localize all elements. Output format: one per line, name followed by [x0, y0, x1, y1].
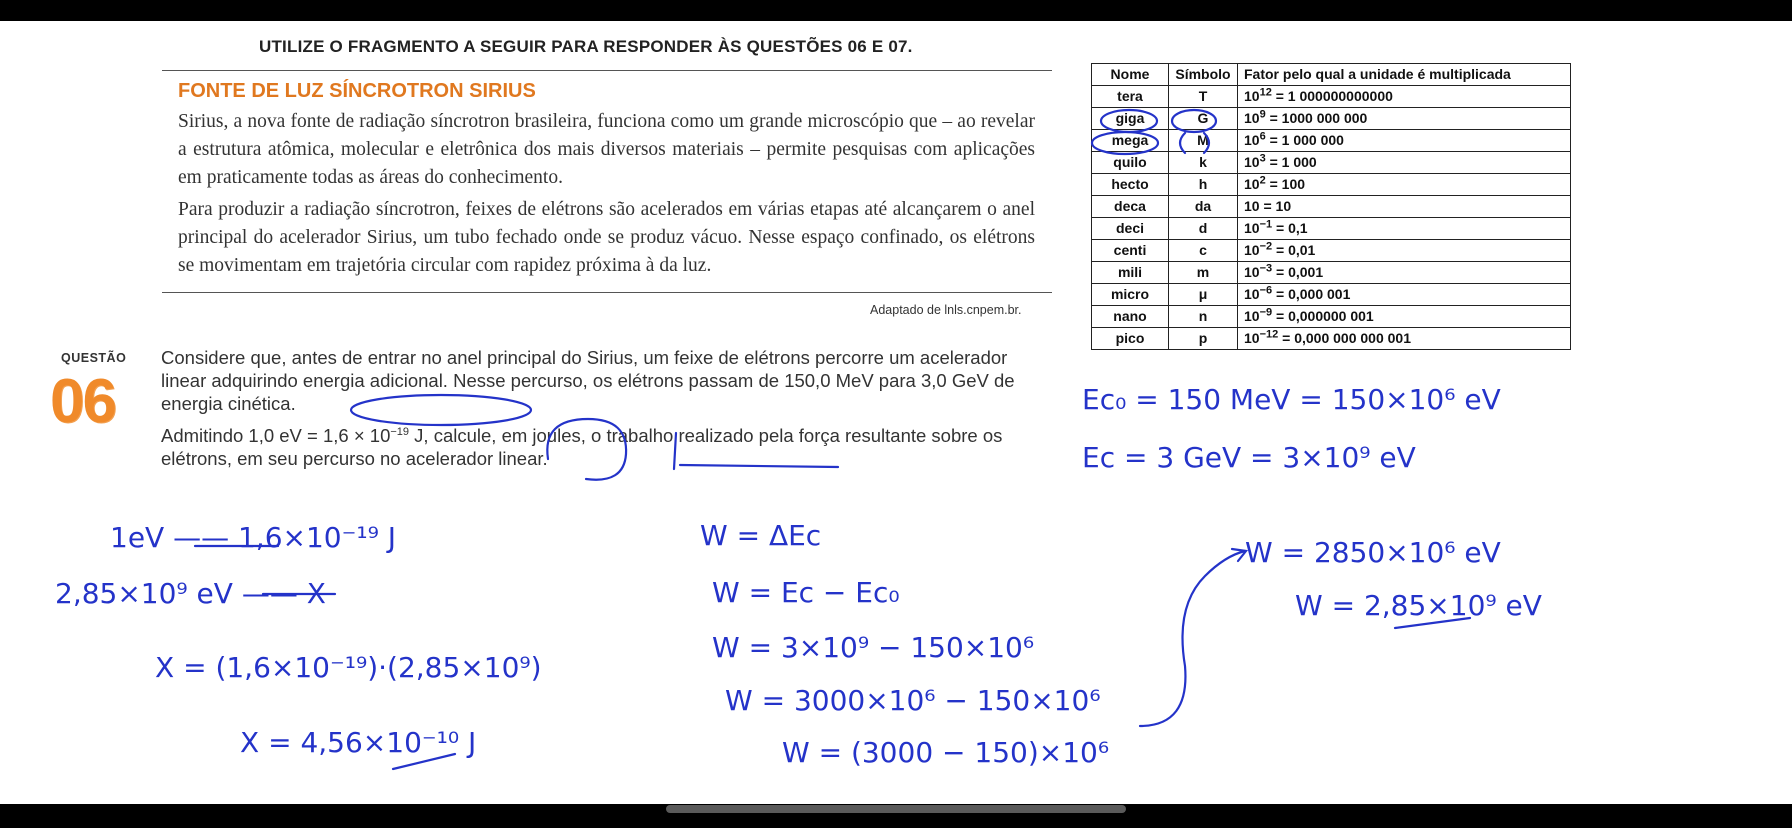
arrow-curve: [1140, 551, 1245, 726]
factor-base: 10: [1244, 154, 1260, 170]
hw-w4: W = 3000×10⁶ − 150×10⁶: [725, 684, 1101, 717]
hw-rule-line-1: [110, 521, 396, 554]
factor-base: 10: [1244, 242, 1260, 258]
prefix-name: deca: [1092, 196, 1169, 218]
prefix-symbol: m: [1169, 262, 1238, 284]
factor-base: 10: [1244, 330, 1260, 346]
factor-base: 10: [1244, 220, 1260, 236]
mark-trabalho: [674, 433, 676, 469]
home-indicator[interactable]: [666, 805, 1126, 813]
question-p2-start: Admitindo 1,0 eV = 1,6 × 10: [161, 425, 391, 446]
factor-base: 10: [1244, 88, 1260, 104]
prefix-name: nano: [1092, 306, 1169, 328]
factor-exponent: −6: [1259, 284, 1273, 297]
factor-value: = 0,000 001: [1272, 286, 1351, 302]
prefix-name: quilo: [1092, 152, 1169, 174]
prefix-symbol: d: [1169, 218, 1238, 240]
prefix-name: pico: [1092, 328, 1169, 350]
factor-value: = 0,000000 001: [1272, 308, 1374, 324]
circle-giga: [1101, 110, 1157, 132]
circle-energia-cinetica: [351, 395, 531, 425]
factor-base: 10: [1244, 308, 1260, 324]
prefix-symbol: M: [1169, 130, 1238, 152]
instruction-heading: UTILIZE O FRAGMENTO A SEGUIR PARA RESPONDER ÀS QUESTÕES 06 E 07.: [259, 37, 913, 56]
hw-x-result: X = 4,56×10⁻¹⁰ J: [240, 726, 477, 759]
factor-exponent: 2: [1259, 174, 1266, 187]
hw-w1: W = ΔEc: [700, 519, 822, 552]
question-p2-exponent: −19: [390, 425, 410, 438]
question-paragraph-1: Considere que, antes de entrar no anel principal do Sirius, um feixe de elétrons percorre um acelerador linear adquirindo energia adicional. Nesse percurso, os elétrons passam de 150,0 MeV para 3,0 GeV de energia cinética.: [161, 347, 1015, 414]
hw-rule-line-2: 2,85×10⁹ eV —— X: [55, 577, 326, 610]
prefix-symbol: μ: [1169, 284, 1238, 306]
article-source: Adaptado de lnls.cnpem.br.: [870, 303, 1022, 317]
factor-base: 10: [1244, 110, 1260, 126]
hw-w3: W = 3×10⁹ − 150×10⁶: [712, 631, 1035, 664]
factor-exponent: −1: [1259, 218, 1273, 231]
bracket-M: [1180, 133, 1209, 153]
factor-base: 10: [1244, 176, 1260, 192]
factor-value: = 0,001: [1272, 264, 1324, 280]
prefix-name: centi: [1092, 240, 1169, 262]
hw-rule-1: 1eV —— 1,6×10⁻¹⁹ J: [110, 521, 397, 554]
factor-value: = 10: [1259, 198, 1292, 214]
hw-w7: W = 2,85×10⁹ eV: [1295, 589, 1542, 622]
factor-base: 10: [1244, 286, 1260, 302]
factor-exponent: −3: [1259, 262, 1273, 275]
prefix-symbol: h: [1169, 174, 1238, 196]
hw-w6: W = 2850×10⁶ eV: [1245, 536, 1501, 569]
factor-base: 10: [1244, 198, 1260, 214]
factor-exponent: −9: [1259, 306, 1273, 319]
factor-value: = 1 000 000: [1265, 132, 1344, 148]
factor-exponent: −2: [1259, 240, 1273, 253]
hw-ec0: Ec₀ = 150 MeV = 150×10⁶ eV: [1082, 383, 1501, 416]
header-factor: Fator pelo qual a unidade é multiplicada: [1238, 64, 1571, 86]
document-page: [0, 21, 1792, 804]
prefix-symbol: c: [1169, 240, 1238, 262]
factor-base: 10: [1244, 264, 1260, 280]
factor-exponent: −12: [1259, 328, 1279, 341]
factor-base: 10: [1244, 132, 1260, 148]
article-paragraph-2: Para produzir a radiação síncrotron, feixes de elétrons são acelerados em várias etapas até alcançarem o anel principal do acelerador Sirius, um tubo fechado onde se produz vácuo. Nesse espaço confinado, os elétrons se movimentam em trajetória circular com rapidez próxima à da luz.: [178, 199, 1035, 276]
prefix-name: micro: [1092, 284, 1169, 306]
question-label: QUESTÃO: [61, 351, 127, 365]
header-symbol: Símbolo: [1169, 64, 1238, 86]
hw-x-calc: X = (1,6×10⁻¹⁹)·(2,85×10⁹): [155, 651, 542, 684]
prefix-name: mega: [1092, 130, 1169, 152]
question-number: 06: [50, 367, 115, 436]
header-name: Nome: [1092, 64, 1169, 86]
question-p2-rest: J, calcule, em joules, o trabalho realizado pela força resultante sobre os elétrons, em seu percurso no acelerador linear.: [161, 425, 1003, 469]
prefix-symbol: k: [1169, 152, 1238, 174]
factor-exponent: 3: [1259, 152, 1266, 165]
factor-value: = 100: [1265, 176, 1306, 192]
factor-exponent: 12: [1259, 86, 1272, 99]
article-title: FONTE DE LUZ SÍNCROTRON SIRIUS: [178, 80, 536, 102]
prefix-name: deci: [1092, 218, 1169, 240]
circle-em-joules: [547, 419, 626, 480]
factor-value: = 0,01: [1272, 242, 1316, 258]
prefix-name: mili: [1092, 262, 1169, 284]
factor-value: = 1 000: [1265, 154, 1317, 170]
factor-value: = 1000 000 000: [1265, 110, 1368, 126]
factor-value: = 1 000000000000: [1271, 88, 1393, 104]
underline-trabalho: [680, 465, 838, 467]
factor-value: = 0,000 000 000 001: [1278, 330, 1411, 346]
factor-value: = 0,1: [1272, 220, 1308, 236]
prefix-symbol: p: [1169, 328, 1238, 350]
circle-mega: [1092, 132, 1158, 154]
hw-w2: W = Ec − Ec₀: [712, 576, 900, 609]
hw-w5: W = (3000 − 150)×10⁶: [782, 736, 1110, 769]
prefix-symbol: da: [1169, 196, 1238, 218]
prefix-name: hecto: [1092, 174, 1169, 196]
hw-ec: Ec = 3 GeV = 3×10⁹ eV: [1082, 441, 1416, 474]
prefix-symbol: n: [1169, 306, 1238, 328]
prefix-symbol: T: [1169, 86, 1238, 108]
prefix-name: giga: [1092, 108, 1169, 130]
prefix-symbol: G: [1169, 108, 1238, 130]
circle-G: [1172, 110, 1216, 132]
factor-exponent: 6: [1259, 130, 1266, 143]
factor-exponent: 9: [1259, 108, 1266, 121]
article-paragraph-1: Sirius, a nova fonte de radiação síncrotron brasileira, funciona como um grande microscópio que – ao revelar a estrutura atômica, molecular e eletrônica dos mais diversos materiais – permite pesquisas com aplicações em praticamente todas as áreas do conhecimento.: [178, 111, 1035, 188]
prefix-name: tera: [1092, 86, 1169, 108]
